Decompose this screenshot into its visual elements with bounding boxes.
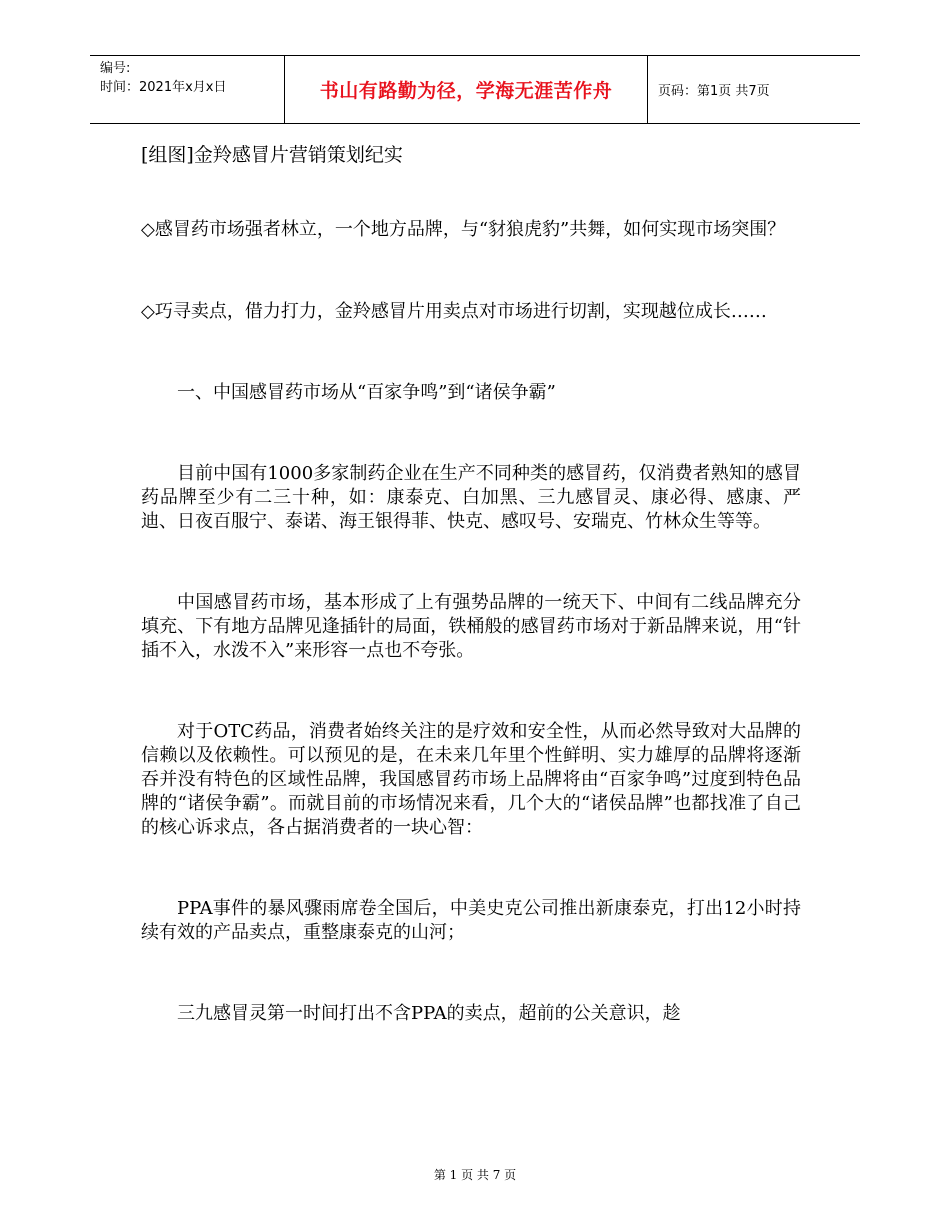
paragraph: ◇巧寻卖点，借力打力，金羚感冒片用卖点对市场进行切割，实现越位成长…… [141,301,767,322]
header-motto: 书山有路勤为径，学海无涯苦作舟 [319,80,613,102]
section-heading: 一、中国感冒药市场从“百家争鸣”到“诸侯争霸” [177,382,556,403]
page-header [90,55,860,124]
paragraph: 三九感冒灵第一时间打出不含PPA的卖点，超前的公关意识，趁 [177,1003,681,1024]
paragraph: PPA事件的暴风骤雨席卷全国后，中美史克公司推出新康泰克，打出12小时持续有效的产品卖点，重整康泰克的山河； [141,898,801,943]
header-page-cell [648,56,860,123]
time-label: 时间：2021年x月x日 [100,80,227,95]
article-body [141,140,801,1026]
header-meta [90,56,285,123]
header-motto-cell [285,56,648,123]
serial-label: 编号: [100,61,131,76]
page-footer [0,1166,950,1183]
paragraph: ◇感冒药市场强者林立，一个地方品牌，与“豺狼虎豹”共舞，如何实现市场突围？ [141,219,786,240]
paragraph: 对于OTC药品，消费者始终关注的是疗效和安全性，从而必然导致对大品牌的信赖以及依赖性。可以预见的是，在未来几年里个性鲜明、实力雄厚的品牌将逐渐吞并没有特色的区域性品牌，我国感冒药市场上品牌将由“百家争鸣”过度到特色品牌的“诸侯争霸”。而就目前的市场情况来看，几个大的“诸侯品牌”也都找准了自己的核心诉求点，各占据消费者的一块心智： [141,721,801,838]
paragraph: 目前中国有1000多家制药企业在生产不同种类的感冒药，仅消费者熟知的感冒药品牌至少有二三十种，如：康泰克、白加黑、三九感冒灵、康必得、感康、严迪、日夜百服宁、泰诺、海王银得菲、快克、感叹号、安瑞克、竹林众生等等。 [141,463,801,532]
paragraph: 中国感冒药市场，基本形成了上有强势品牌的一统天下、中间有二线品牌充分填充、下有地方品牌见逢插针的局面，铁桶般的感冒药市场对于新品牌来说，用“针插不入，水泼不入”来形容一点也不夸张。 [141,592,801,661]
article-title: [组图]金羚感冒片营销策划纪实 [141,144,403,166]
header-page-label: 页码：第1页 共7页 [658,84,770,99]
footer-page-number: 第 1 页 共 7 页 [433,1168,517,1182]
